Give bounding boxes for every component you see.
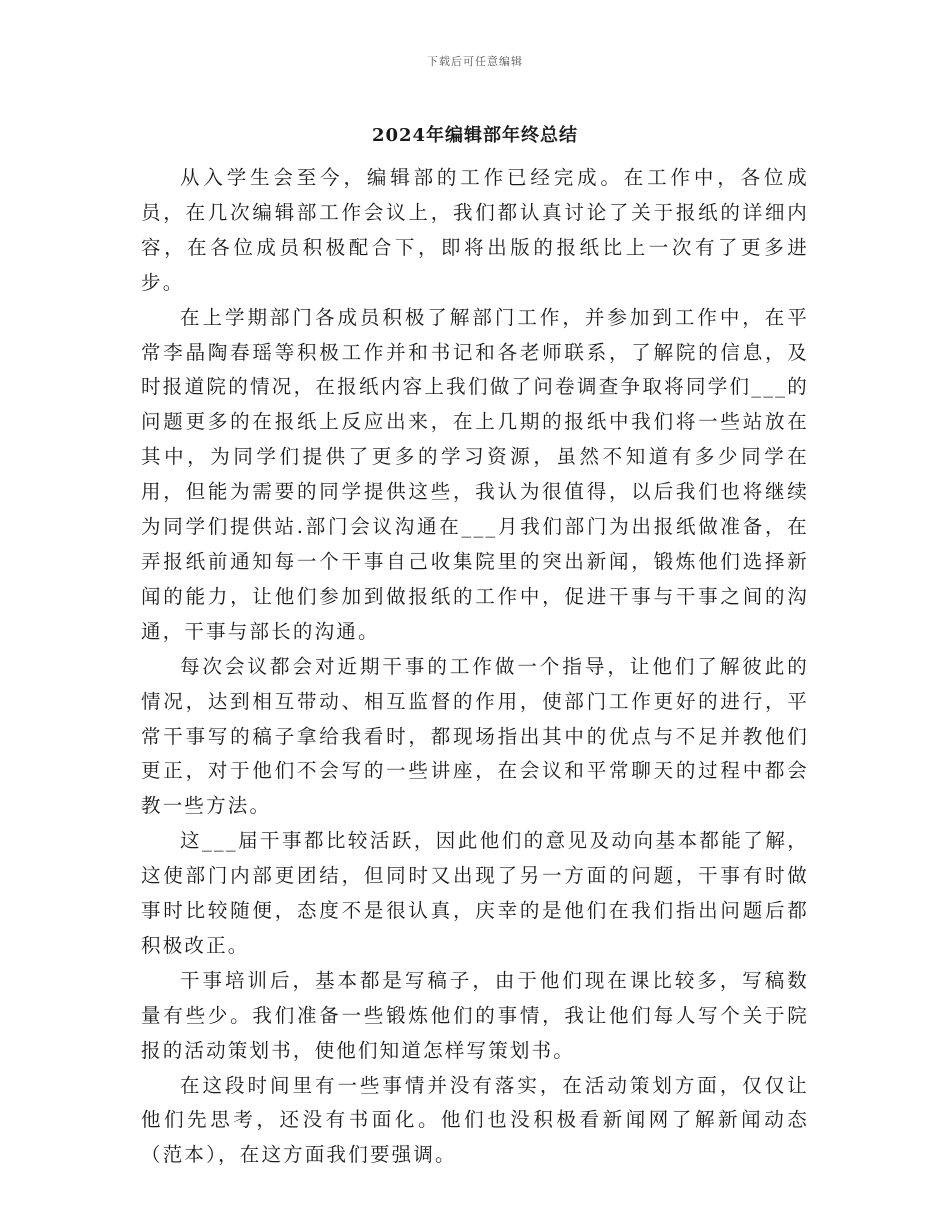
paragraph: 干事培训后，基本都是写稿子，由于他们现在课比较多，写稿数量有些少。我们准备一些锻炼他们的事情，我让他们每人写个关于院报的活动策划书，使他们知道怎样写策划书。	[141, 968, 809, 1062]
paragraph: 这___届干事都比较活跃，因此他们的意见及动向基本都能了解，这使部门内部更团结，但同时又出现了另一方面的问题，干事有时做事时比较随便，态度不是很认真，庆幸的是他们在我们指出问题后都积极改正。	[141, 829, 809, 957]
paragraph: 在上学期部门各成员积极了解部门工作，并参加到工作中，在平常李晶陶春瑶等积极工作并和书记和各老师联系，了解院的信息，及时报道院的情况，在报纸内容上我们做了问卷调查争取将同学们___的问题更多的在报纸上反应出来，在上几期的报纸中我们将一些站放在其中，为同学们提供了更多的学习资源，虽然不知道有多少同学在用，但能为需要的同学提供这些，我认为很值得，以后我们也将继续为同学们提供站.部门会议沟通在___月我们部门为出报纸做准备，在弄报纸前通知每一个干事自己收集院里的突出新闻，锻炼他们选择新闻的能力，让他们参加到做报纸的工作中，促进干事与干事之间的沟通，干事与部长的沟通。	[141, 305, 809, 643]
document-title: 2024年编辑部年终总结	[371, 125, 579, 146]
paragraph: 每次会议都会对近期干事的工作做一个指导，让他们了解彼此的情况，达到相互带动、相互监督的作用，使部门工作更好的进行，平常干事写的稿子拿给我看时，都现场指出其中的优点与不足并教他们更正，对于他们不会写的一些讲座，在会议和平常聊天的过程中都会教一些方法。	[141, 654, 809, 818]
document-body	[141, 161, 809, 1173]
paragraph: 在这段时间里有一些事情并没有落实，在活动策划方面，仅仅让他们先思考，还没有书面化。他们也没积极看新闻网了解新闻动态（范本），在这方面我们要强调。	[141, 1073, 809, 1167]
paragraph: 从入学生会至今，编辑部的工作已经完成。在工作中，各位成员，在几次编辑部工作会议上，我们都认真讨论了关于报纸的详细内容，在各位成员积极配合下，即将出版的报纸比上一次有了更多进步。	[141, 166, 809, 294]
header-note: 下载后可任意编辑	[427, 55, 523, 68]
